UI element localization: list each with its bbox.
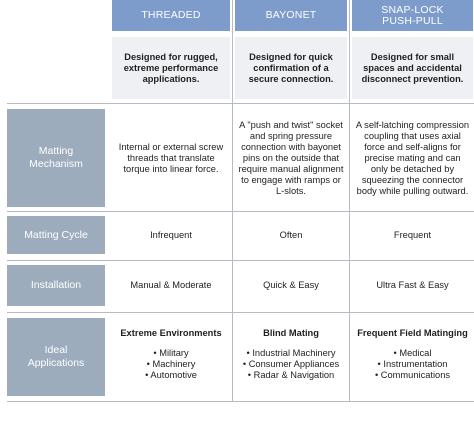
list-item: • Communications	[374, 370, 451, 380]
summary-bayonet: Designed for quick confirmation of a secure connection.	[235, 37, 347, 99]
cell-mechanism-bayonet: A "push and twist" socket and spring pressure connection with bayonet pins on the outside that require manual alignment to engage with ramps or L-slots.	[238, 119, 344, 196]
column-divider	[232, 0, 233, 402]
cell-installation-threaded: Manual & Moderate	[130, 280, 212, 290]
list-item: • Automotive	[145, 370, 197, 380]
ideal-title-threaded: Extreme Environments	[120, 328, 222, 338]
list-item: • Radar & Navigation	[247, 370, 335, 380]
ideal-title-snap-lock: Frequent Field Matinging	[357, 328, 468, 338]
row-header-matting-mechanism: Matting Mechanism	[7, 109, 105, 207]
row-divider	[7, 401, 474, 402]
cell-installation-snap-lock: Ultra Fast & Easy	[376, 280, 449, 290]
column-header-bayonet: BAYONET	[235, 0, 347, 31]
cell-ideal-snap-lock	[352, 318, 473, 396]
summary-snap-lock: Designed for small spaces and accidental disconnect prevention.	[352, 37, 473, 99]
row-divider	[7, 211, 474, 212]
cell-cycle-snap-lock: Frequent	[393, 229, 432, 240]
ideal-list-bayonet	[243, 348, 339, 381]
column-header-snap-lock: SNAP-LOCK PUSH-PULL	[352, 0, 473, 31]
row-header-installation: Installation	[7, 265, 105, 306]
list-item: • Industrial Machinery	[246, 348, 336, 358]
cell-mechanism-snap-lock: A self-latching compression coupling that uses axial force and self-aligns for precise mating and can only be detached by squeezing the connector body while pulling outward.	[355, 119, 470, 196]
column-header-threaded: THREADED	[112, 0, 230, 31]
cell-cycle-threaded: Infrequent	[150, 229, 192, 240]
list-item: • Instrumentation	[377, 359, 448, 369]
ideal-title-bayonet: Blind Mating	[263, 328, 319, 338]
row-header-ideal-applications: Ideal Applications	[7, 318, 105, 396]
cell-installation-bayonet: Quick & Easy	[263, 280, 319, 290]
cell-ideal-bayonet	[235, 318, 347, 396]
row-header-matting-cycle: Matting Cycle	[7, 216, 105, 254]
row-divider	[7, 312, 474, 313]
ideal-list-snap-lock	[375, 348, 450, 381]
list-item: • Machinery	[146, 359, 196, 369]
cell-ideal-threaded	[112, 318, 230, 396]
column-divider	[349, 0, 350, 402]
row-divider	[7, 103, 474, 104]
row-divider	[7, 260, 474, 261]
summary-threaded: Designed for rugged, extreme performance applications.	[112, 37, 230, 99]
list-item: • Military	[153, 348, 189, 358]
cell-mechanism-threaded: Internal or external screw threads that translate torque into linear force.	[118, 141, 224, 174]
list-item: • Consumer Appliances	[242, 359, 340, 369]
list-item: • Medical	[393, 348, 432, 358]
ideal-list-threaded	[145, 348, 197, 381]
cell-cycle-bayonet: Often	[279, 229, 303, 240]
